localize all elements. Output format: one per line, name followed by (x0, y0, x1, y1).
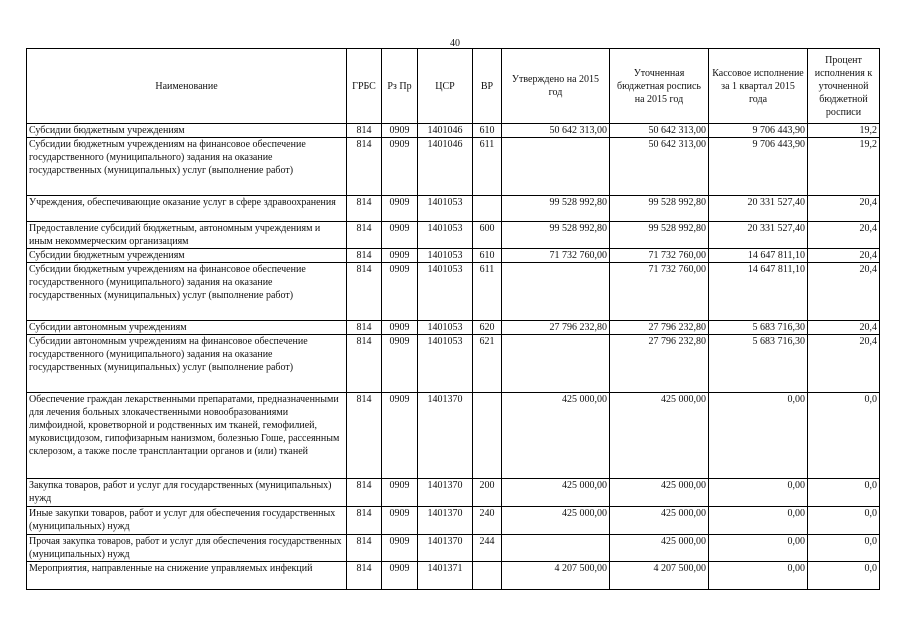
cell-vr (473, 393, 502, 479)
cell-revised: 425 000,00 (610, 393, 709, 479)
cell-revised: 99 528 992,80 (610, 222, 709, 249)
cell-grbs: 814 (347, 479, 382, 507)
cell-cash: 20 331 527,40 (709, 222, 808, 249)
cell-grbs: 814 (347, 335, 382, 393)
cell-cash: 0,00 (709, 535, 808, 562)
cell-rzpr: 0909 (382, 507, 418, 535)
header-rzpr: Рз Пр (382, 49, 418, 124)
header-name: Наименование (27, 49, 347, 124)
cell-approved: 425 000,00 (502, 393, 610, 479)
cell-csr: 1401370 (418, 507, 473, 535)
cell-grbs: 814 (347, 263, 382, 321)
table-row (27, 263, 880, 321)
cell-approved: 99 528 992,80 (502, 222, 610, 249)
cell-grbs: 814 (347, 249, 382, 263)
table-header-row (27, 49, 880, 124)
cell-cash: 5 683 716,30 (709, 335, 808, 393)
cell-rzpr: 0909 (382, 479, 418, 507)
cell-csr: 1401053 (418, 321, 473, 335)
cell-revised: 4 207 500,00 (610, 562, 709, 590)
cell-percent: 19,2 (808, 124, 880, 138)
cell-csr: 1401053 (418, 249, 473, 263)
cell-name: Субсидии автономным учреждениям на финансовое обеспечение государственного (муниципального) задания на оказание государственных (муниципальных) услуг (выполнение работ) (27, 335, 347, 393)
cell-grbs: 814 (347, 562, 382, 590)
header-grbs: ГРБС (347, 49, 382, 124)
cell-revised: 99 528 992,80 (610, 196, 709, 222)
cell-grbs: 814 (347, 196, 382, 222)
cell-cash: 14 647 811,10 (709, 263, 808, 321)
cell-grbs: 814 (347, 138, 382, 196)
cell-rzpr: 0909 (382, 393, 418, 479)
cell-percent: 20,4 (808, 222, 880, 249)
cell-vr: 611 (473, 263, 502, 321)
cell-rzpr: 0909 (382, 562, 418, 590)
cell-csr: 1401370 (418, 393, 473, 479)
cell-grbs: 814 (347, 393, 382, 479)
cell-cash: 14 647 811,10 (709, 249, 808, 263)
cell-name: Предоставление субсидий бюджетным, автономным учреждениям и иным некоммерческим организациям (27, 222, 347, 249)
cell-approved: 99 528 992,80 (502, 196, 610, 222)
cell-csr: 1401370 (418, 535, 473, 562)
page-number: 40 (450, 38, 460, 49)
cell-cash: 0,00 (709, 562, 808, 590)
cell-vr: 600 (473, 222, 502, 249)
cell-rzpr: 0909 (382, 196, 418, 222)
cell-revised: 425 000,00 (610, 479, 709, 507)
cell-grbs: 814 (347, 124, 382, 138)
cell-revised: 27 796 232,80 (610, 321, 709, 335)
cell-vr: 240 (473, 507, 502, 535)
cell-csr: 1401046 (418, 124, 473, 138)
table-row (27, 249, 880, 263)
cell-vr: 611 (473, 138, 502, 196)
cell-cash: 9 706 443,90 (709, 124, 808, 138)
table-row (27, 507, 880, 535)
cell-percent: 20,4 (808, 196, 880, 222)
cell-csr: 1401370 (418, 479, 473, 507)
header-vr: ВР (473, 49, 502, 124)
header-percent: Процент исполнения к уточненной бюджетной росписи (808, 49, 880, 124)
table-row (27, 393, 880, 479)
cell-approved: 50 642 313,00 (502, 124, 610, 138)
cell-percent: 0,0 (808, 393, 880, 479)
cell-vr (473, 196, 502, 222)
table-row (27, 335, 880, 393)
budget-table (26, 48, 880, 590)
cell-revised: 425 000,00 (610, 507, 709, 535)
cell-revised: 50 642 313,00 (610, 138, 709, 196)
cell-csr: 1401371 (418, 562, 473, 590)
cell-approved: 71 732 760,00 (502, 249, 610, 263)
cell-grbs: 814 (347, 535, 382, 562)
cell-rzpr: 0909 (382, 535, 418, 562)
cell-percent: 20,4 (808, 249, 880, 263)
cell-cash: 0,00 (709, 393, 808, 479)
cell-vr: 620 (473, 321, 502, 335)
cell-rzpr: 0909 (382, 249, 418, 263)
header-cash: Кассовое исполнение за 1 квартал 2015 года (709, 49, 808, 124)
cell-name: Иные закупки товаров, работ и услуг для обеспечения государственных (муниципальных) нужд (27, 507, 347, 535)
cell-revised: 71 732 760,00 (610, 249, 709, 263)
cell-cash: 9 706 443,90 (709, 138, 808, 196)
cell-cash: 0,00 (709, 507, 808, 535)
cell-csr: 1401053 (418, 222, 473, 249)
cell-percent: 19,2 (808, 138, 880, 196)
cell-approved (502, 138, 610, 196)
cell-name: Учреждения, обеспечивающие оказание услуг в сфере здравоохранения (27, 196, 347, 222)
cell-name: Субсидии бюджетным учреждениям (27, 124, 347, 138)
cell-vr (473, 562, 502, 590)
cell-percent: 0,0 (808, 479, 880, 507)
cell-rzpr: 0909 (382, 138, 418, 196)
cell-csr: 1401046 (418, 138, 473, 196)
cell-cash: 0,00 (709, 479, 808, 507)
cell-approved: 425 000,00 (502, 479, 610, 507)
table-row (27, 222, 880, 249)
cell-approved: 425 000,00 (502, 507, 610, 535)
table-row (27, 535, 880, 562)
cell-vr: 200 (473, 479, 502, 507)
cell-approved (502, 335, 610, 393)
cell-approved (502, 535, 610, 562)
cell-vr: 244 (473, 535, 502, 562)
cell-rzpr: 0909 (382, 124, 418, 138)
cell-name: Закупка товаров, работ и услуг для государственных (муниципальных) нужд (27, 479, 347, 507)
cell-percent: 0,0 (808, 562, 880, 590)
cell-percent: 0,0 (808, 507, 880, 535)
cell-rzpr: 0909 (382, 222, 418, 249)
cell-approved: 27 796 232,80 (502, 321, 610, 335)
cell-grbs: 814 (347, 507, 382, 535)
table-row (27, 138, 880, 196)
cell-vr: 621 (473, 335, 502, 393)
cell-revised: 425 000,00 (610, 535, 709, 562)
cell-name: Субсидии бюджетным учреждениям на финансовое обеспечение государственного (муниципального) задания на оказание государственных (муниципальных) услуг (выполнение работ) (27, 138, 347, 196)
header-csr: ЦСР (418, 49, 473, 124)
cell-rzpr: 0909 (382, 321, 418, 335)
cell-rzpr: 0909 (382, 263, 418, 321)
cell-cash: 5 683 716,30 (709, 321, 808, 335)
cell-approved (502, 263, 610, 321)
cell-revised: 50 642 313,00 (610, 124, 709, 138)
table-row (27, 321, 880, 335)
cell-grbs: 814 (347, 321, 382, 335)
cell-name: Субсидии автономным учреждениям (27, 321, 347, 335)
cell-rzpr: 0909 (382, 335, 418, 393)
cell-name: Прочая закупка товаров, работ и услуг для обеспечения государственных (муниципальных) нужд (27, 535, 347, 562)
cell-csr: 1401053 (418, 196, 473, 222)
cell-vr: 610 (473, 124, 502, 138)
cell-grbs: 814 (347, 222, 382, 249)
cell-percent: 20,4 (808, 263, 880, 321)
cell-name: Субсидии бюджетным учреждениям (27, 249, 347, 263)
cell-approved: 4 207 500,00 (502, 562, 610, 590)
table-row (27, 196, 880, 222)
cell-csr: 1401053 (418, 263, 473, 321)
table-row (27, 124, 880, 138)
table-row (27, 479, 880, 507)
cell-name: Мероприятия, направленные на снижение управляемых инфекций (27, 562, 347, 590)
cell-csr: 1401053 (418, 335, 473, 393)
cell-revised: 27 796 232,80 (610, 335, 709, 393)
cell-vr: 610 (473, 249, 502, 263)
cell-percent: 0,0 (808, 535, 880, 562)
cell-revised: 71 732 760,00 (610, 263, 709, 321)
cell-name: Субсидии бюджетным учреждениям на финансовое обеспечение государственного (муниципального) задания на оказание государственных (муниципальных) услуг (выполнение работ) (27, 263, 347, 321)
cell-name: Обеспечение граждан лекарственными препаратами, предназначенными для лечения больных злокачественными новообразованиями лимфоидной, кроветворной и родственных им тканей, гемофилией, муковисцидозом, гипофизарным нанизмом, болезнью Гоше, рассеянным склерозом, а также после трансплантации органов и (или) тканей (27, 393, 347, 479)
cell-percent: 20,4 (808, 321, 880, 335)
header-revised: Уточненная бюджетная роспись на 2015 год (610, 49, 709, 124)
header-approved: Утверждено на 2015 год (502, 49, 610, 124)
cell-percent: 20,4 (808, 335, 880, 393)
cell-cash: 20 331 527,40 (709, 196, 808, 222)
table-row (27, 562, 880, 590)
